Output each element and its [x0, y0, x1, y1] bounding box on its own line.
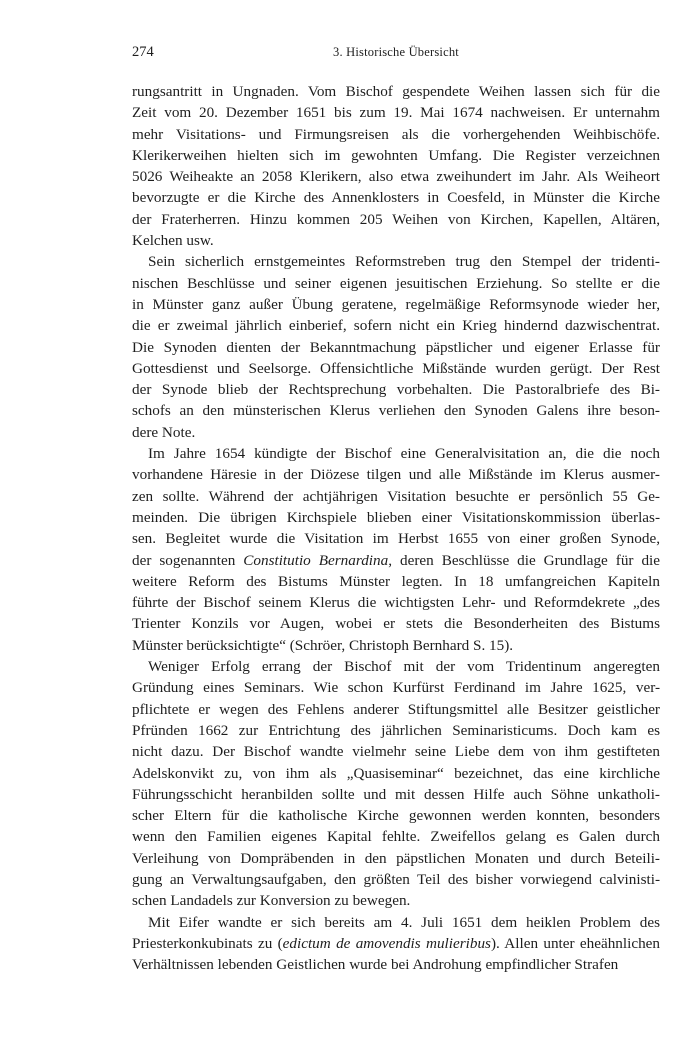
italic-title: Constitutio Bernardina: [243, 551, 389, 569]
text-line: Gründung eines Seminars. Wie schon Kurfürst Ferdinand im Jahre 1625, ver-: [132, 679, 660, 697]
text-line: in Münster ganz außer Übung geratene, regelmäßige Reformsynode wieder her,: [132, 295, 660, 313]
text-line: der Synode blieb der Rechtsprechung vorbehalten. Die Pastoralbriefe des Bi-: [132, 381, 660, 399]
text-line: Kelchen usw.: [132, 232, 214, 250]
text-line: Mit Eifer wandte er sich bereits am 4. Juli 1651 dem heiklen Problem des: [148, 913, 660, 931]
text-line: Weniger Erfolg errang der Bischof mit der vom Tridentinum angeregten: [148, 658, 660, 676]
text-line: der sogenannten Constitutio Bernardina, deren Beschlüsse die Grundlage für die: [132, 551, 660, 569]
text-line: führte der Bischof seinem Klerus die wichtigsten Lehr- und Reformdekrete „des: [132, 594, 660, 612]
text-line: nicht dazu. Der Bischof wandte vielmehr seine Liebe dem von ihm gestifteten: [132, 743, 660, 761]
text-line: Klerikerweihen hielten sich im gewohnten Umfang. Die Register verzeichnen: [132, 146, 660, 164]
italic-title: edictum de amovendis mulieribus: [282, 934, 491, 952]
text-line: Adelskonvikt zu, von ihm als „Quasiseminar“ bezeichnet, das eine kirchliche: [132, 764, 660, 782]
text-line: Im Jahre 1654 kündigte der Bischof eine Generalvisitation an, die die noch: [148, 445, 660, 463]
paragraph: [132, 251, 660, 443]
text-line: die er zweimal jährlich einberief, sofern nicht ein Krieg hindernd dazwischentrat.: [132, 317, 660, 335]
running-head: 3. Historische Übersicht: [333, 45, 459, 59]
text-line: scher Eltern für die katholische Kirche gewonnen werden konnten, besonders: [132, 807, 660, 825]
text-line: 5026 Weiheakte an 2058 Klerikern, also etwa zweihundert im Jahr. Als Weiheort: [132, 168, 660, 186]
text-line: Zeit vom 20. Dezember 1651 bis zum 19. Mai 1674 nachweisen. Er unternahm: [132, 104, 660, 122]
page-header: [132, 44, 660, 64]
text-line: Verhältnissen lebenden Geistlichen wurde bei Androhung empfindlicher Strafen: [132, 956, 619, 974]
text-line: sen. Begleitet wurde die Visitation im Herbst 1655 von einer großen Synode,: [132, 530, 660, 548]
text-line: zen sollte. Während der achtjährigen Visitation besuchte er persönlich 55 Ge-: [132, 487, 660, 505]
text-line: Priesterkonkubinats zu (edictum de amovendis mulieribus). Allen unter eheähnlichen: [132, 934, 660, 952]
text-line: pflichtete er wegen des Fehlens anderer Stiftungsmittel alle Besitzer geistlicher: [132, 700, 660, 718]
text-line: Pfründen 1662 zur Entrichtung des jährlichen Seminaristicums. Doch kam es: [132, 721, 660, 739]
paragraph: [132, 656, 660, 912]
body-text: [132, 81, 660, 975]
text-line: Sein sicherlich ernstgemeintes Reformstreben trug den Stempel der tridenti-: [148, 253, 660, 271]
text-line: dere Note.: [132, 423, 196, 441]
text-line: Münster berücksichtigte“ (Schröer, Christoph Bernhard S. 15).: [132, 636, 514, 654]
text-line: Trienter Konzils vor Augen, wobei er stets die Besonderheiten des Bistums: [132, 615, 660, 633]
text-line: Führungsschicht heranbilden sollte und mit dessen Hilfe auch Söhne unkatholi-: [132, 785, 660, 803]
text-line: weitere Reform des Bistums Münster legten. In 18 umfangreichen Kapiteln: [132, 572, 660, 590]
text-line: meinden. Die übrigen Kirchspiele blieben einer Visitationskommission überlas-: [132, 508, 660, 526]
text-line: bevorzugte er die Kirche des Annenklosters in Coesfeld, in Münster die Kirche: [132, 189, 660, 207]
text-line: wenn den Familien eigenes Kapital fehlte. Zweifellos gelang es Galen durch: [132, 828, 660, 846]
paragraph: [132, 81, 660, 251]
text-line: der Fraterherren. Hinzu kommen 205 Weihen von Kirchen, Kapellen, Altären,: [132, 210, 660, 228]
text-line: schofs an den münsterischen Klerus verliehen den Synoden Galens ihre beson-: [132, 402, 660, 420]
page-number: 274: [132, 44, 154, 60]
text-line: mehr Visitations- und Firmungsreisen als die vorhergehenden Weihbischöfe.: [132, 125, 660, 143]
text-line: Gottesdienst und Seelsorge. Offensichtliche Mißstände wurden gerügt. Der Rest: [132, 359, 660, 377]
text-line: Die Synoden dienten der Bekanntmachung päpstlicher und eigener Erlasse für: [132, 338, 660, 356]
text-line: gung an Verwaltungsaufgaben, den größten Teil des bisher vorwiegend calvinisti-: [132, 870, 660, 888]
text-line: schen Landadels zur Konversion zu bewegen.: [132, 892, 411, 910]
paragraph: [132, 443, 660, 656]
text-line: rungsantritt in Ungnaden. Vom Bischof gespendete Weihen lassen sich für die: [132, 83, 660, 100]
paragraph: [132, 912, 660, 976]
text-line: vorhandene Häresie in der Diözese tilgen und alle Mißstände im Klerus ausmer-: [132, 466, 660, 484]
text-line: Verleihung von Dompräbenden in den päpstlichen Monaten und durch Beteili-: [132, 849, 660, 867]
text-line: nischen Beschlüsse und seiner eigenen jesuitischen Erziehung. So stellte er die: [132, 274, 660, 292]
